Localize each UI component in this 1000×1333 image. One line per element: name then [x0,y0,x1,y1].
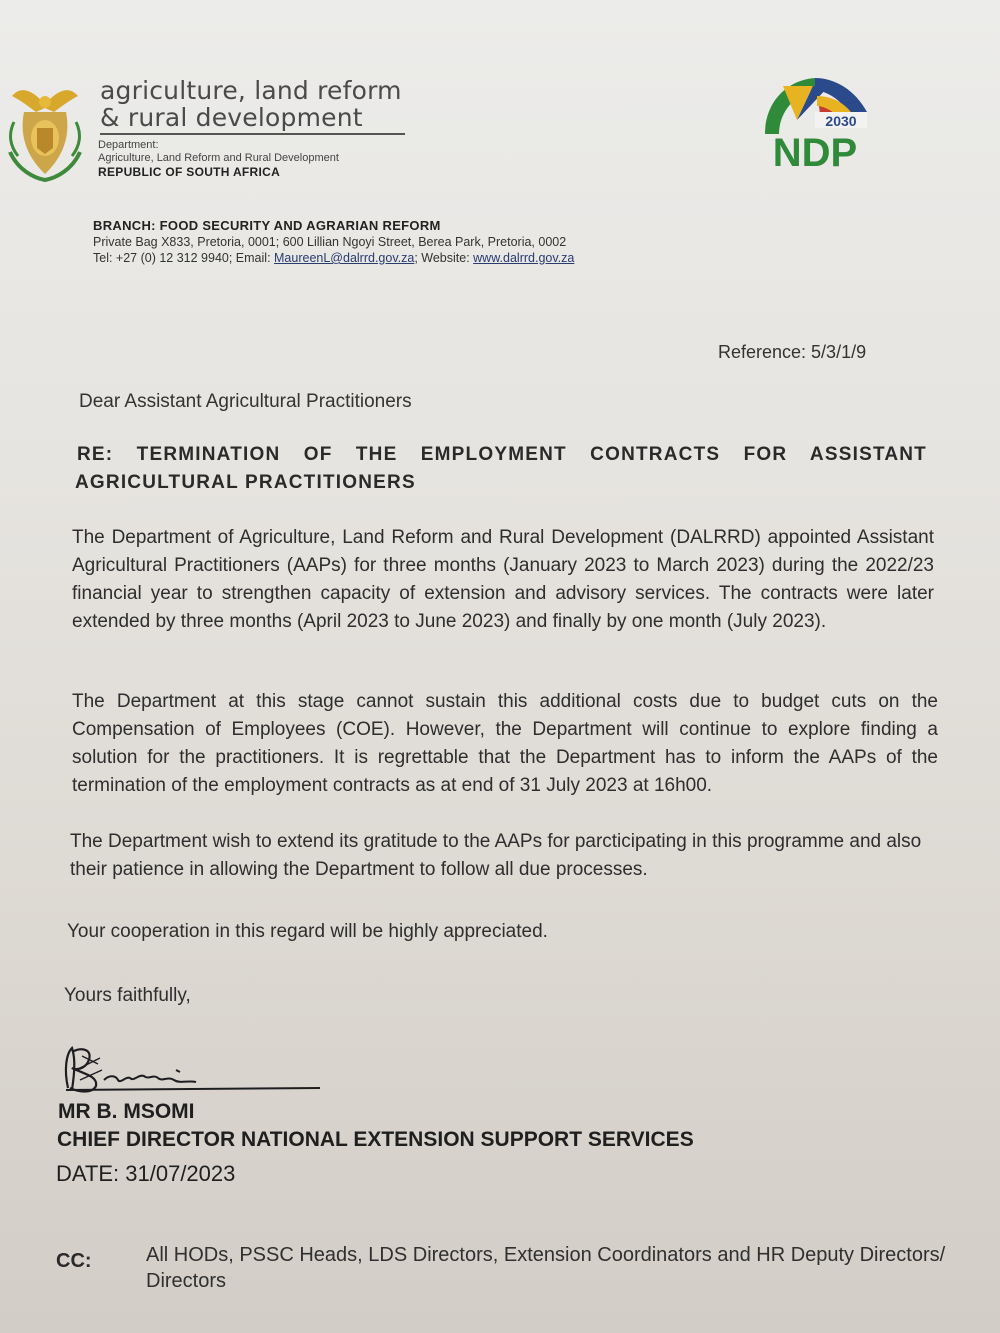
coat-of-arms-icon [4,82,86,182]
paragraph-1: The Department of Agriculture, Land Reform and Rural Development (DALRRD) appointed Assistant Agricultural Practitioners (AAPs) for three months (January 2023 to March 2023) during the 2022/23 financial year to strengthen capacity of extension and advisory services. The contracts were later extended by three months (April 2023 to June 2023) and finally by one month (July 2023). [72,527,934,632]
ndp-year: 2030 [825,113,857,129]
signatory-name: MR B. MSOMI [58,1100,195,1123]
branch-title: BRANCH: FOOD SECURITY AND AGRARIAN REFORM [93,218,441,233]
dept-rule [100,133,405,135]
re-line-2: AGRICULTURAL PRACTITIONERS [75,472,416,493]
branch-contact [93,251,574,265]
paragraph-2: The Department at this stage cannot sustain this additional costs due to budget cuts on the Compensation of Employees (COE). However, the Department will continue to explore finding a solution for the practitioners. It is regrettable that the Department has to inform the AAPs of the termination of the employment contracts as at end of 31 July 2023 at 16h00. [72,691,938,796]
paragraph-3: The Department wish to extend its gratitude to the AAPs for parcticipating in this programme and also their patience in allowing the Department to follow all due processes. [70,831,922,880]
country-name: REPUBLIC OF SOUTH AFRICA [98,165,281,179]
contact-prefix: Tel: +27 (0) 12 312 9940; Email: [93,251,275,265]
paragraph-4: Your cooperation in this regard will be highly appreciated. [67,921,548,942]
dept-label: Department: [98,139,159,151]
ndp-text: NDP [772,131,858,172]
dept-name-line2: & rural development [100,103,363,132]
website-link[interactable]: www.dalrrd.gov.za [473,251,575,265]
website-prefix: ; Website: [414,251,474,265]
closing: Yours faithfully, [64,985,191,1006]
re-line-1: RE: TERMINATION OF THE EMPLOYMENT CONTRACTS FOR ASSISTANT [77,444,927,465]
ndp-2030-logo-icon [755,72,873,172]
signatory-title: CHIEF DIRECTOR NATIONAL EXTENSION SUPPORT SERVICES [57,1128,694,1151]
signature-date [56,1161,235,1187]
cc-recipients: All HODs, PSSC Heads, LDS Directors, Extension Coordinators and HR Deputy Directors/ Directors [146,1244,946,1292]
branch-address: Private Bag X833, Pretoria, 0001; 600 Lillian Ngoyi Street, Berea Park, Pretoria, 0002 [93,235,567,249]
dept-name-line1: agriculture, land reform [100,76,402,105]
cc-label: CC: [56,1250,92,1272]
email-link[interactable]: MaureenL@dalrrd.gov.za [274,251,415,265]
signature-date-text: DATE: 31/07/2023 [56,1161,236,1186]
handwritten-signature-icon [58,1040,328,1102]
reference-number: Reference: 5/3/1/9 [718,342,867,362]
salutation: Dear Assistant Agricultural Practitioners [79,391,412,412]
dept-full-name: Agriculture, Land Reform and Rural Development [98,152,339,164]
